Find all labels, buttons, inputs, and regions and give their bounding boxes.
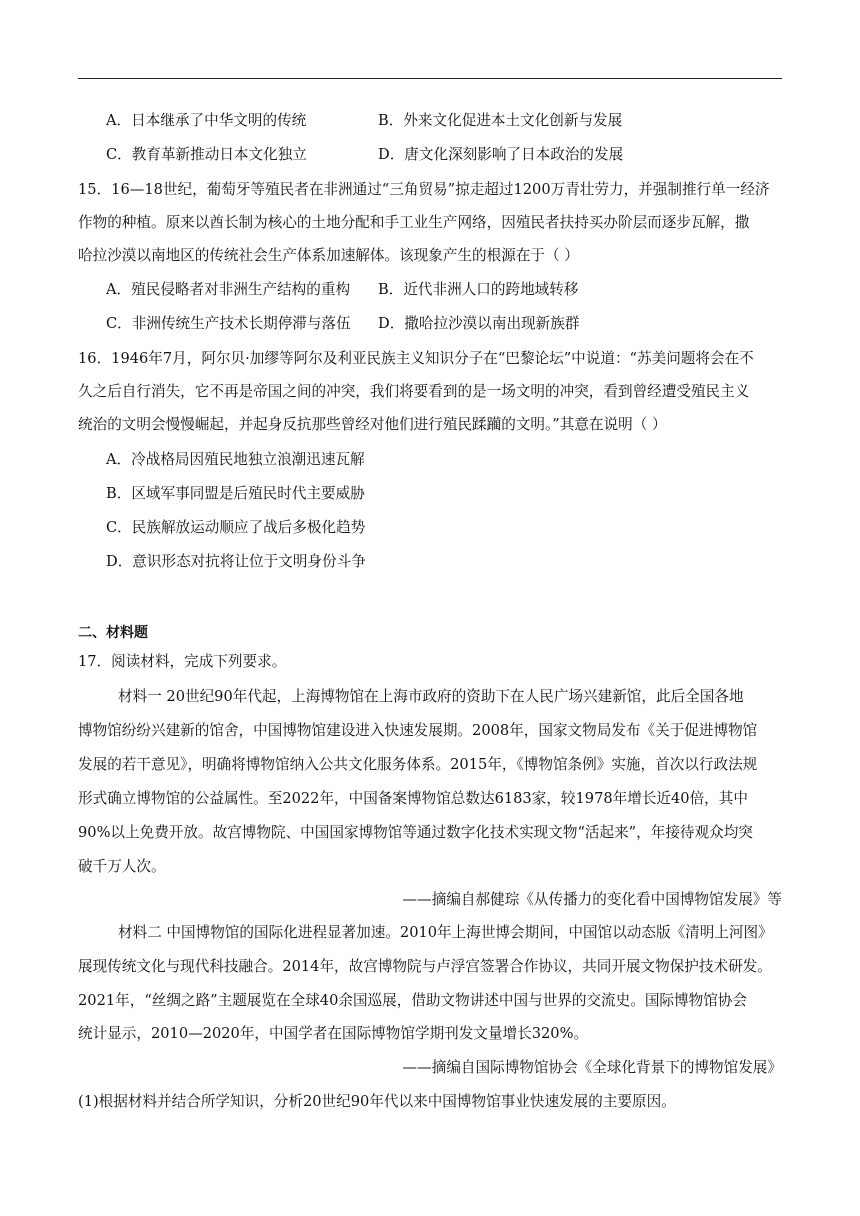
q15-option-a: A．殖民侵略者对非洲生产结构的重构 xyxy=(106,281,351,298)
q14-option-c: C．教育革新推动日本文化独立 xyxy=(106,146,307,163)
section-title: 二、材料题 xyxy=(78,625,148,641)
material1-line2: 博物馆纷纷兴建新的馆舍，中国博物馆建设进入快速发展期。2008年，国家文物局发布《关于促进博物馆 xyxy=(78,722,758,739)
q15-stem-line2: 作物的种植。原来以酋长制为核心的土地分配和手工业生产网络，因殖民者扶持买办阶层而逐步瓦解，撒 xyxy=(78,214,750,231)
q16-stem-line2: 久之后自行消失，它不再是帝国之间的冲突，我们将要看到的是一场文明的冲突，看到曾经遭受殖民主义 xyxy=(78,383,750,400)
material1-line3: 发展的若干意见》，明确将博物馆纳入公共文化服务体系。2015年，《博物馆条例》实施，首次以行政法规 xyxy=(78,756,758,773)
q14-option-a: A．日本继承了中华文明的传统 xyxy=(106,112,307,129)
q15-option-d: D．撒哈拉沙漠以南出现新族群 xyxy=(378,315,580,332)
material1-line1: 材料一 20世纪90年代起，上海博物馆在上海市政府的资助下在人民广场兴建新馆，此后全国各地 xyxy=(118,688,744,705)
material2-line4: 统计显示，2010—2020年，中国学者在国际博物馆学期刊发文量增长320%。 xyxy=(78,1025,589,1042)
q17-stem: 17．阅读材料，完成下列要求。 xyxy=(78,653,287,670)
q15-option-c: C．非洲传统生产技术长期停滞与落伍 xyxy=(106,315,351,332)
material2-source: ——摘编自国际博物馆协会《全球化背景下的博物馆发展》 xyxy=(402,1059,782,1076)
material1-line4: 形式确立博物馆的公益属性。至2022年，中国备案博物馆总数达6183家，较1978年增长近40倍，其中 xyxy=(78,790,748,807)
material2-line3: 2021年，“丝绸之路”主题展览在全球40余国巡展，借助文物讲述中国与世界的交流史。国际博物馆协会 xyxy=(78,992,747,1009)
q14-option-d: D．唐文化深刻影响了日本政治的发展 xyxy=(378,146,624,163)
q17-subquestion-1: (1)根据材料并结合所学知识，分析20世纪90年代以来中国博物馆事业快速发展的主要原因。 xyxy=(78,1093,676,1110)
q16-stem-line3: 统治的文明会慢慢崛起，并起身反抗那些曾经对他们进行殖民蹂躏的文明。”其意在说明（ ） xyxy=(78,416,667,433)
q16-stem-line1: 16．1946年7月，阿尔贝·加缪等阿尔及利亚民族主义知识分子在“巴黎论坛”中说道：“苏美问题将会在不 xyxy=(78,350,754,367)
q16-option-a: A．冷战格局因殖民地独立浪潮迅速瓦解 xyxy=(106,451,365,468)
material2-line1: 材料二 中国博物馆的国际化进程显著加速。2010年上海世博会期间，中国馆以动态版《清明上河图》 xyxy=(118,924,773,941)
q15-stem-line1: 15．16—18世纪，葡萄牙等殖民者在非洲通过“三角贸易”掠走超过1200万青壮劳力，并强制推行单一经济 xyxy=(78,181,770,198)
material1-source: ——摘编自郝健琮《从传播力的变化看中国博物馆发展》等 xyxy=(402,891,782,908)
q16-option-b: B．区域军事同盟是后殖民时代主要威胁 xyxy=(106,485,365,502)
q14-option-b: B．外来文化促进本土文化创新与发展 xyxy=(378,112,623,129)
q15-stem-line3: 哈拉沙漠以南地区的传统社会生产体系加速解体。该现象产生的根源在于（ ） xyxy=(78,247,579,264)
material2-line2: 展现传统文化与现代科技融合。2014年，故宫博物院与卢浮宫签署合作协议，共同开展文物保护技术研发。 xyxy=(78,958,772,975)
q15-option-b: B．近代非洲人口的跨地域转移 xyxy=(378,281,579,298)
q16-option-d: D．意识形态对抗将让位于文明身份斗争 xyxy=(106,553,366,570)
header-rule xyxy=(78,78,782,79)
material1-line5: 90%以上免费开放。故宫博物院、中国国家博物馆等通过数字化技术实现文物“活起来”，年接待观众均突 xyxy=(78,824,753,841)
q16-option-c: C．民族解放运动顺应了战后多极化趋势 xyxy=(106,519,366,536)
material1-line6: 破千万人次。 xyxy=(78,858,166,875)
